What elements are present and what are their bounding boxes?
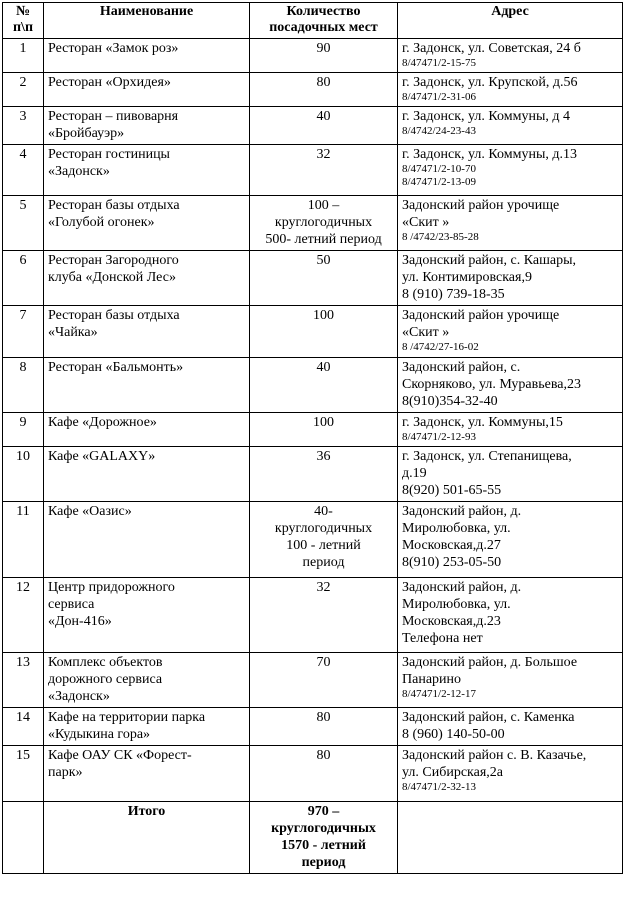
- address-cell: [398, 578, 623, 653]
- table-row: [3, 746, 623, 802]
- address-line: Задонский район, д.: [402, 580, 522, 595]
- name-line: «Кудыкина гора»: [48, 727, 151, 742]
- table-row: [3, 196, 623, 251]
- address-line: Задонский район урочище: [402, 198, 560, 213]
- phone-number: 8(910)354-32-40: [402, 394, 498, 409]
- name-line: «Задонск»: [48, 164, 110, 179]
- address-cell: [398, 107, 623, 145]
- seat-count: [250, 145, 398, 196]
- establishment-name: [44, 708, 250, 746]
- phone-number: Телефона нет: [402, 631, 483, 646]
- phone-number: 8/47471/2-31-06: [402, 91, 476, 103]
- phone-number: 8/47471/2-13-09: [402, 176, 476, 188]
- address-line: г. Задонск, ул. Крупской, д.56: [402, 75, 578, 90]
- seats-line: 50: [316, 253, 331, 268]
- name-line: «Бройбауэр»: [48, 126, 125, 141]
- establishment-name: [44, 502, 250, 578]
- row-number: 9: [3, 413, 44, 447]
- table-row: [3, 578, 623, 653]
- address-cell: [398, 653, 623, 708]
- establishment-name: [44, 358, 250, 413]
- seats-line: 100 –: [307, 198, 340, 213]
- phone-number: 8(920) 501-65-55: [402, 483, 502, 498]
- table-row: [3, 306, 623, 358]
- seat-count: [250, 447, 398, 502]
- seats-line: период: [302, 555, 345, 570]
- address-cell: [398, 358, 623, 413]
- seat-count: [250, 306, 398, 358]
- address-cell: [398, 39, 623, 73]
- establishment-name: [44, 447, 250, 502]
- address-line: Задонский район, д.: [402, 504, 522, 519]
- name-line: Комплекс объектов: [48, 655, 163, 670]
- address-cell: [398, 145, 623, 196]
- address-cell: [398, 73, 623, 107]
- seat-count: [250, 708, 398, 746]
- address-line: Миролюбовка, ул.: [402, 597, 511, 612]
- table-row: [3, 107, 623, 145]
- row-number: 1: [3, 39, 44, 73]
- phone-number: 8/47471/2-15-75: [402, 57, 476, 69]
- address-line: г. Задонск, ул. Коммуны,15: [402, 415, 563, 430]
- name-line: парк»: [48, 765, 83, 780]
- address-line: г. Задонск, ул. Коммуны, д 4: [402, 109, 571, 124]
- row-number: 3: [3, 107, 44, 145]
- establishments-table: [2, 2, 623, 874]
- header-name: Наименование: [44, 3, 250, 39]
- address-line: Скорняково, ул. Муравьева,23: [402, 377, 581, 392]
- address-line: Задонский район, д. Большое: [402, 655, 578, 670]
- establishment-name: [44, 39, 250, 73]
- phone-number: 8 (910) 739-18-35: [402, 287, 505, 302]
- seats-line: 100 - летний: [286, 538, 361, 553]
- phone-number: 8/47471/2-12-17: [402, 688, 476, 700]
- name-line: «Дон-416»: [48, 614, 112, 629]
- address-line: Московская,д.23: [402, 614, 501, 629]
- establishment-name: [44, 578, 250, 653]
- address-line: Московская,д.27: [402, 538, 501, 553]
- table-row: [3, 413, 623, 447]
- row-number: 2: [3, 73, 44, 107]
- seat-count: [250, 653, 398, 708]
- address-line: ул. Сибирская,2а: [402, 765, 503, 780]
- row-number: 11: [3, 502, 44, 578]
- establishment-name: [44, 306, 250, 358]
- seats-line: 40: [316, 109, 331, 124]
- name-line: клуба «Донской Лес»: [48, 270, 176, 285]
- name-line: Кафе «GALAXY»: [48, 449, 156, 464]
- row-number: 6: [3, 251, 44, 306]
- name-line: Кафе ОАУ СК «Форест-: [48, 748, 192, 763]
- header-address: Адрес: [398, 3, 623, 39]
- address-line: Панарино: [402, 672, 462, 687]
- address-cell: [398, 251, 623, 306]
- seats-line: 100: [313, 308, 334, 323]
- name-line: Ресторан «Орхидея»: [48, 75, 171, 90]
- phone-number: 8/47471/2-32-13: [402, 781, 476, 793]
- name-line: Кафе «Оазис»: [48, 504, 132, 519]
- name-line: дорожного сервиса: [48, 672, 163, 687]
- name-line: Кафе на территории парка: [48, 710, 206, 725]
- name-line: Центр придорожного: [48, 580, 175, 595]
- address-line: г. Задонск, ул. Советская, 24 б: [402, 41, 581, 56]
- address-cell: [398, 708, 623, 746]
- seat-count: [250, 107, 398, 145]
- address-cell: [398, 413, 623, 447]
- seats-line: 36: [316, 449, 331, 464]
- row-number: 7: [3, 306, 44, 358]
- address-cell: [398, 306, 623, 358]
- name-line: Ресторан Загородного: [48, 253, 179, 268]
- seats-line: 80: [316, 710, 331, 725]
- total-empty-cell: [3, 802, 44, 874]
- row-number: 12: [3, 578, 44, 653]
- seat-count: [250, 413, 398, 447]
- name-line: Ресторан «Бальмонть»: [48, 360, 184, 375]
- address-line: Миролюбовка, ул.: [402, 521, 511, 536]
- name-line: Ресторан гостиницы: [48, 147, 170, 162]
- seat-count: [250, 73, 398, 107]
- table-row: [3, 502, 623, 578]
- name-line: Ресторан – пивоварня: [48, 109, 179, 124]
- address-line: Задонский район урочище: [402, 308, 560, 323]
- table-row: [3, 653, 623, 708]
- seats-line: 32: [316, 580, 331, 595]
- seats-line: 40: [316, 360, 331, 375]
- seats-line: круглогодичных: [274, 215, 373, 230]
- table-row: [3, 73, 623, 107]
- establishment-name: [44, 251, 250, 306]
- table-row: [3, 447, 623, 502]
- header-seats: Количество посадочных мест: [250, 3, 398, 39]
- address-line: Задонский район с. В. Казачье,: [402, 748, 587, 763]
- seat-count: [250, 196, 398, 251]
- name-line: Ресторан базы отдыха: [48, 308, 180, 323]
- seats-line: 70: [316, 655, 331, 670]
- address-cell: [398, 746, 623, 802]
- seats-line: 40-: [314, 504, 333, 519]
- address-line: г. Задонск, ул. Коммуны, д.13: [402, 147, 578, 162]
- table-row: [3, 251, 623, 306]
- address-line: Задонский район, с. Кашары,: [402, 253, 577, 268]
- address-line: д.19: [402, 466, 427, 481]
- phone-number: 8/47471/2-12-93: [402, 431, 476, 443]
- address-line: ул. Контимировская,9: [402, 270, 532, 285]
- name-line: «Задонск»: [48, 689, 110, 704]
- table-row: [3, 39, 623, 73]
- address-line: Задонский район, с. Каменка: [402, 710, 575, 725]
- seat-count: [250, 578, 398, 653]
- establishment-name: [44, 196, 250, 251]
- seat-count: [250, 502, 398, 578]
- table-row: [3, 708, 623, 746]
- seat-count: [250, 746, 398, 802]
- address-line: «Скит »: [402, 325, 450, 340]
- row-number: 13: [3, 653, 44, 708]
- seats-line: 100: [313, 415, 334, 430]
- phone-number: 8/47471/2-10-70: [402, 163, 476, 175]
- address-cell: [398, 502, 623, 578]
- seats-line: 90: [316, 41, 331, 56]
- address-cell: [398, 196, 623, 251]
- total-seats: 970 – круглогодичных 1570 - летний период: [250, 802, 398, 874]
- row-number: 4: [3, 145, 44, 196]
- name-line: «Чайка»: [48, 325, 98, 340]
- row-number: 15: [3, 746, 44, 802]
- seats-line: 32: [316, 147, 331, 162]
- row-number: 10: [3, 447, 44, 502]
- seats-line: 500- летний период: [265, 232, 382, 247]
- total-row: [3, 802, 623, 874]
- header-row: [3, 3, 623, 39]
- row-number: 5: [3, 196, 44, 251]
- establishment-name: [44, 145, 250, 196]
- phone-number: 8(910) 253-05-50: [402, 555, 502, 570]
- table-row: [3, 358, 623, 413]
- seats-line: круглогодичных: [274, 521, 373, 536]
- phone-number: 8 /4742/27-16-02: [402, 341, 479, 353]
- seats-line: 80: [316, 748, 331, 763]
- establishment-name: [44, 73, 250, 107]
- establishment-name: [44, 107, 250, 145]
- name-line: Кафе «Дорожное»: [48, 415, 157, 430]
- row-number: 8: [3, 358, 44, 413]
- address-line: «Скит »: [402, 215, 450, 230]
- address-line: Задонский район, с.: [402, 360, 521, 375]
- row-number: 14: [3, 708, 44, 746]
- name-line: Ресторан базы отдыха: [48, 198, 180, 213]
- address-cell: [398, 447, 623, 502]
- total-label: Итого: [44, 802, 250, 874]
- total-address-empty: [398, 802, 623, 874]
- establishment-name: [44, 746, 250, 802]
- seat-count: [250, 358, 398, 413]
- phone-number: 8 /4742/23-85-28: [402, 231, 479, 243]
- seat-count: [250, 251, 398, 306]
- establishment-name: [44, 413, 250, 447]
- establishment-name: [44, 653, 250, 708]
- phone-number: 8/4742/24-23-43: [402, 125, 476, 137]
- table-row: [3, 145, 623, 196]
- seats-line: 80: [316, 75, 331, 90]
- name-line: сервиса: [48, 597, 95, 612]
- name-line: «Голубой огонек»: [48, 215, 155, 230]
- name-line: Ресторан «Замок роз»: [48, 41, 179, 56]
- header-num: № п\п: [3, 3, 44, 39]
- address-line: г. Задонск, ул. Степанищева,: [402, 449, 572, 464]
- phone-number: 8 (960) 140-50-00: [402, 727, 505, 742]
- seat-count: [250, 39, 398, 73]
